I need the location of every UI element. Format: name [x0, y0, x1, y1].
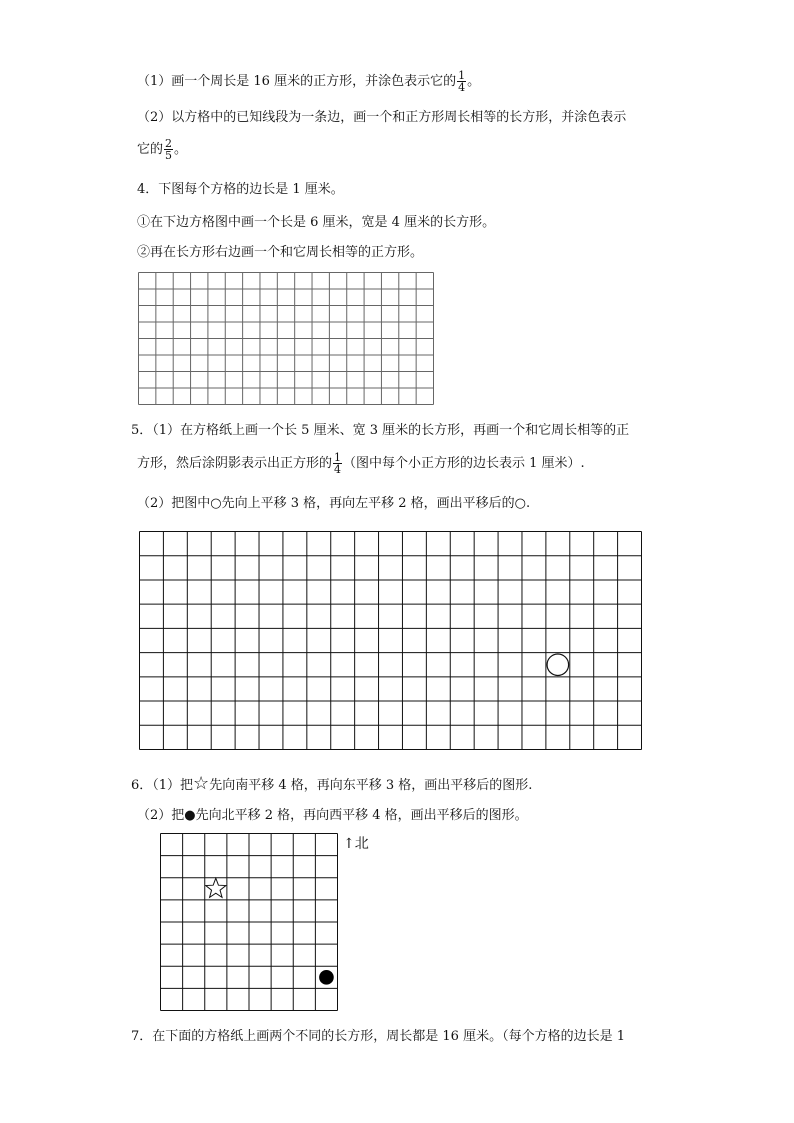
q3-part2: （2）以方格中的已知线段为一条边，画一个和正方形周长相等的长方形，并涂色表示 — [137, 110, 627, 125]
q3-part2-cont: 它的 $\frac{2}{5}$ 。 — [137, 137, 188, 162]
q6-square-grid[interactable] — [160, 833, 338, 1011]
q5-part1: 5．（1）在方格纸上画一个长 5 厘米、宽 3 厘米的长方形，再画一个和它周长相等的正 — [131, 423, 630, 438]
fraction-one-quarter: $\frac{1}{4}$ — [458, 69, 466, 94]
circle-shape — [547, 654, 569, 676]
fraction-one-quarter-q5: $\frac{1}{4}$ — [334, 451, 342, 476]
q4-square-grid[interactable] — [138, 272, 434, 405]
q6-part2: （2）把●先向北平移 2 格，再向西平移 4 格，画出平移后的图形。 — [137, 808, 528, 823]
q5-part1-cont: 方形，然后涂阴影表示出正方形的 $\frac{1}{4}$ （图中每个小正方形的边长表示 1 厘米）. — [137, 451, 585, 476]
dot-shape — [319, 970, 334, 985]
q4-item2: ②再在长方形右边画一个和它周长相等的正方形。 — [137, 245, 424, 260]
north-indicator: ↑北 — [343, 836, 369, 852]
q3-part1-text: （1）画一个周长是 16 厘米的正方形，并涂色表示它的 — [137, 74, 457, 89]
star-icon: ☆ — [193, 773, 210, 794]
q4-item1: ①在下边方格图中画一个长是 6 厘米，宽是 4 厘米的长方形。 — [137, 215, 496, 230]
q7-text: 7．在下面的方格纸上画两个不同的长方形，周长都是 16 厘米。（每个方格的边长是 1 — [131, 1029, 625, 1044]
q5-part2: （2）把图中○先向上平移 3 格，再向左平移 2 格，画出平移后的○. — [137, 496, 531, 511]
q5-square-grid[interactable] — [139, 531, 642, 750]
q6-part1: 6．（1）把☆先向南平移 4 格，再向东平移 3 格，画出平移后的图形. — [131, 773, 533, 794]
fraction-two-fifths: $\frac{2}{5}$ — [165, 137, 173, 162]
q4-title: 4．下图每个方格的边长是 1 厘米。 — [137, 182, 344, 197]
q3-part1: （1）画一个周长是 16 厘米的正方形，并涂色表示它的 $\frac{1}{4}$ 。 — [137, 69, 481, 94]
star-shape — [206, 878, 226, 897]
arrow-up-icon: ↑ — [343, 836, 355, 852]
